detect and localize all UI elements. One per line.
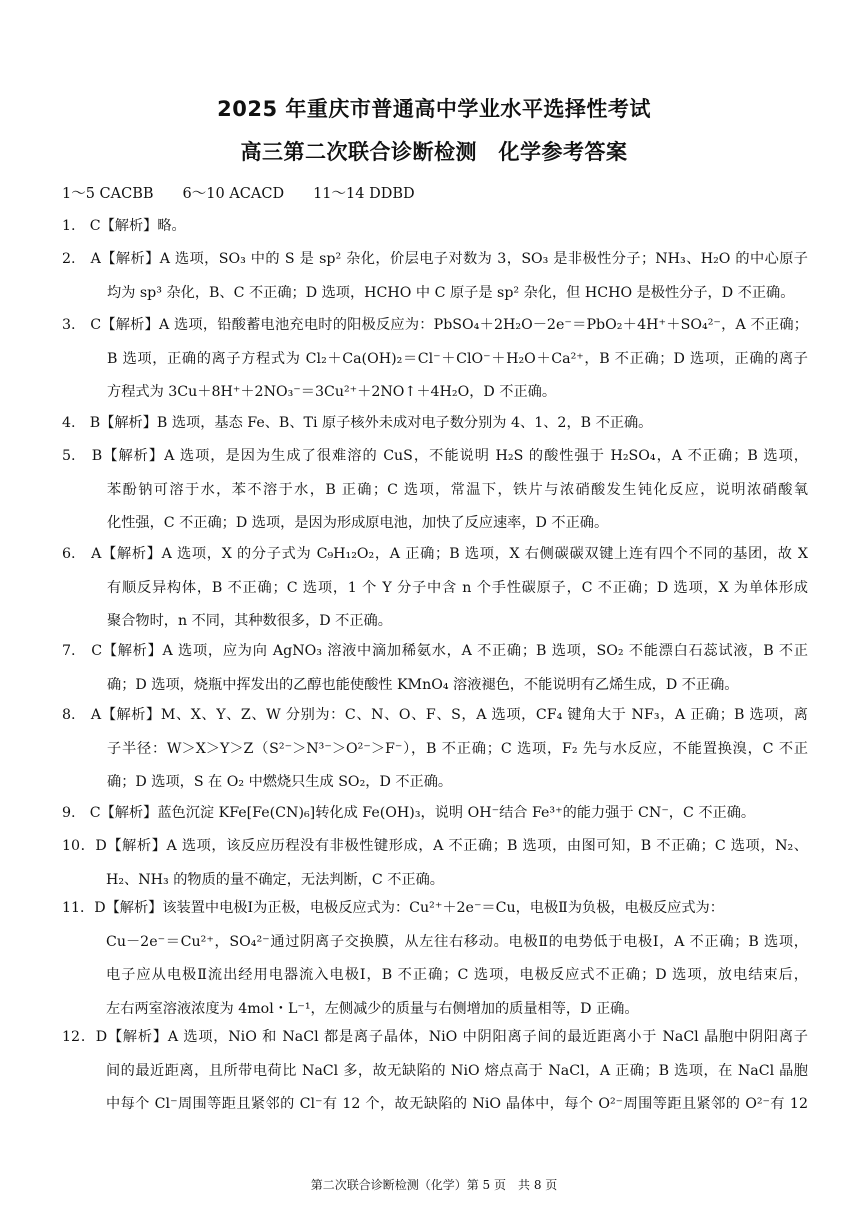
item-8 [62, 699, 808, 800]
item-line: 苯酚钠可溶于水，苯不溶于水，B 正确；C 选项，常温下，铁片与浓硝酸发生钝化反应，说明浓硝酸氧 [107, 481, 808, 498]
item-line: 2. A【解析】A 选项，SO₃ 中的 S 是 sp² 杂化，价层电子对数为 3，SO₃ 是非极性分子；NH₃、H₂O 的中心原子 [62, 251, 808, 267]
item-line: 4. B【解析】B 选项，基态 Fe、B、Ti 原子核外未成对电子数分别为 4、1、2，B 不正确。 [62, 415, 653, 431]
item-line: 12．D【解析】A 选项，NiO 和 NaCl 都是离子晶体，NiO 中阴阳离子间的最近距离小于 NaCl 晶胞中阴阳离子 [62, 1029, 808, 1045]
item-5 [62, 440, 808, 541]
item-line: B 选项，正确的离子方程式为 Cl₂＋Ca(OH)₂＝Cl⁻＋ClO⁻＋H₂O＋Ca²⁺，B 不正确；D 选项，正确的离子 [107, 350, 808, 367]
item-line: 7. C【解析】A 选项，应为向 AgNO₃ 溶液中滴加稀氨水，A 不正确；B 选项，SO₂ 不能漂白石蕊试液，B 不正 [62, 643, 808, 659]
item-line: H₂、NH₃ 的物质的量不确定，无法判断，C 不正确。 [106, 871, 444, 888]
item-line: 子半径：W＞X＞Y＞Z（S²⁻＞N³⁻＞O²⁻＞F⁻），B 不正确；C 选项，F₂ 先与水反应，不能置换溴，C 不正 [107, 740, 808, 757]
item-line: 间的最近距离，且所带电荷比 NaCl 多，故无缺陷的 NiO 熔点高于 NaCl，A 正确；B 选项，在 NaCl 晶胞 [106, 1062, 808, 1079]
item-line: 左右两室溶液浓度为 4mol・L⁻¹，左侧减少的质量与右侧增加的质量相等，D 正确。 [106, 1000, 639, 1017]
item-10 [62, 830, 808, 897]
item-line: Cu－2e⁻＝Cu²⁺，SO₄²⁻通过阴离子交换膜，从左往右移动。电极Ⅱ的电势低于电极Ⅰ，A 不正确；B 选项， [106, 933, 808, 950]
item-12 [62, 1021, 808, 1122]
item-line: 化性强，C 不正确；D 选项，是因为形成原电池，加快了反应速率，D 不正确。 [107, 515, 609, 531]
item-line: 8. A【解析】M、X、Y、Z、W 分别为：C、N、O、F、S，A 选项，CF₄ 键角大于 NF₃，A 正确；B 选项，离 [62, 707, 808, 723]
item-line: 均为 sp³ 杂化，B、C 不正确；D 选项，HCHO 中 C 原子是 sp² 杂化，但 HCHO 是极性分子，D 不正确。 [107, 284, 795, 301]
page-footer: 第二次联合诊断检测（化学）第 5 页 共 8 页 [310, 1178, 558, 1192]
item-line: 3. C【解析】A 选项，铅酸蓄电池充电时的阳极反应为：PbSO₄＋2H₂O－2e⁻＝PbO₂＋4H⁺＋SO₄²⁻，A 不正确； [62, 317, 808, 333]
item-7 [62, 635, 808, 702]
answer-key-summary: 1～5 CACBB 6～10 ACACD 11～14 DDBD [62, 186, 415, 202]
item-line: 方程式为 3Cu＋8H⁺＋2NO₃⁻＝3Cu²⁺＋2NO↑＋4H₂O，D 不正确。 [107, 384, 557, 400]
item-6 [62, 538, 808, 639]
item-line: 6. A【解析】A 选项，X 的分子式为 C₉H₁₂O₂，A 正确；B 选项，X 右侧碳碳双键上连有四个不同的基团，故 X [62, 546, 808, 562]
item-line: 电子应从电极Ⅱ流出经用电器流入电极Ⅰ，B 不正确；C 选项，电极反应式不正确；D 选项，放电结束后， [106, 967, 808, 983]
item-9 [62, 797, 808, 831]
answer-sheet-title: 高三第二次联合诊断检测 化学参考答案 [240, 140, 628, 164]
item-line: 确；D 选项，S 在 O₂ 中燃烧只生成 SO₂，D 不正确。 [107, 774, 453, 790]
item-line: 1. C【解析】略。 [62, 218, 186, 234]
item-4 [62, 407, 808, 441]
item-2 [62, 243, 808, 310]
item-line: 10．D【解析】A 选项，该反应历程没有非极性键形成，A 不正确；B 选项，由图可知，B 不正确；C 选项，N₂、 [62, 838, 808, 854]
item-1 [62, 210, 808, 244]
item-line: 确；D 选项，烧瓶中挥发出的乙醇也能使酸性 KMnO₄ 溶液褪色，不能说明有乙烯生成，D 不正确。 [107, 676, 739, 693]
item-line: 9. C【解析】蓝色沉淀 KFe[Fe(CN)₆]转化成 Fe(OH)₃，说明 OH⁻结合 Fe³⁺的能力强于 CN⁻，C 不正确。 [62, 805, 756, 821]
item-line: 5. B【解析】A 选项，是因为生成了很难溶的 CuS，不能说明 H₂S 的酸性强于 H₂SO₄，A 不正确；B 选项， [62, 448, 808, 464]
item-line: 聚合物时，n 不同，其种数很多，D 不正确。 [107, 613, 392, 629]
item-line: 中每个 Cl⁻周围等距且紧邻的 Cl⁻有 12 个，故无缺陷的 NiO 晶体中，每个 O²⁻周围等距且紧邻的 O²⁻有 12 [106, 1096, 808, 1112]
item-line: 有顺反异构体，B 不正确；C 选项，1 个 Y 分子中含 n 个手性碳原子，C 不正确；D 选项，X 为单体形成 [107, 579, 808, 596]
item-11 [62, 892, 808, 1026]
item-3 [62, 309, 808, 410]
exam-title: 2025 年重庆市普通高中学业水平选择性考试 [217, 97, 651, 121]
item-line: 11．D【解析】该装置中电极Ⅰ为正极，电极反应式为：Cu²⁺＋2e⁻＝Cu，电极Ⅱ为负极，电极反应式为： [62, 900, 724, 916]
